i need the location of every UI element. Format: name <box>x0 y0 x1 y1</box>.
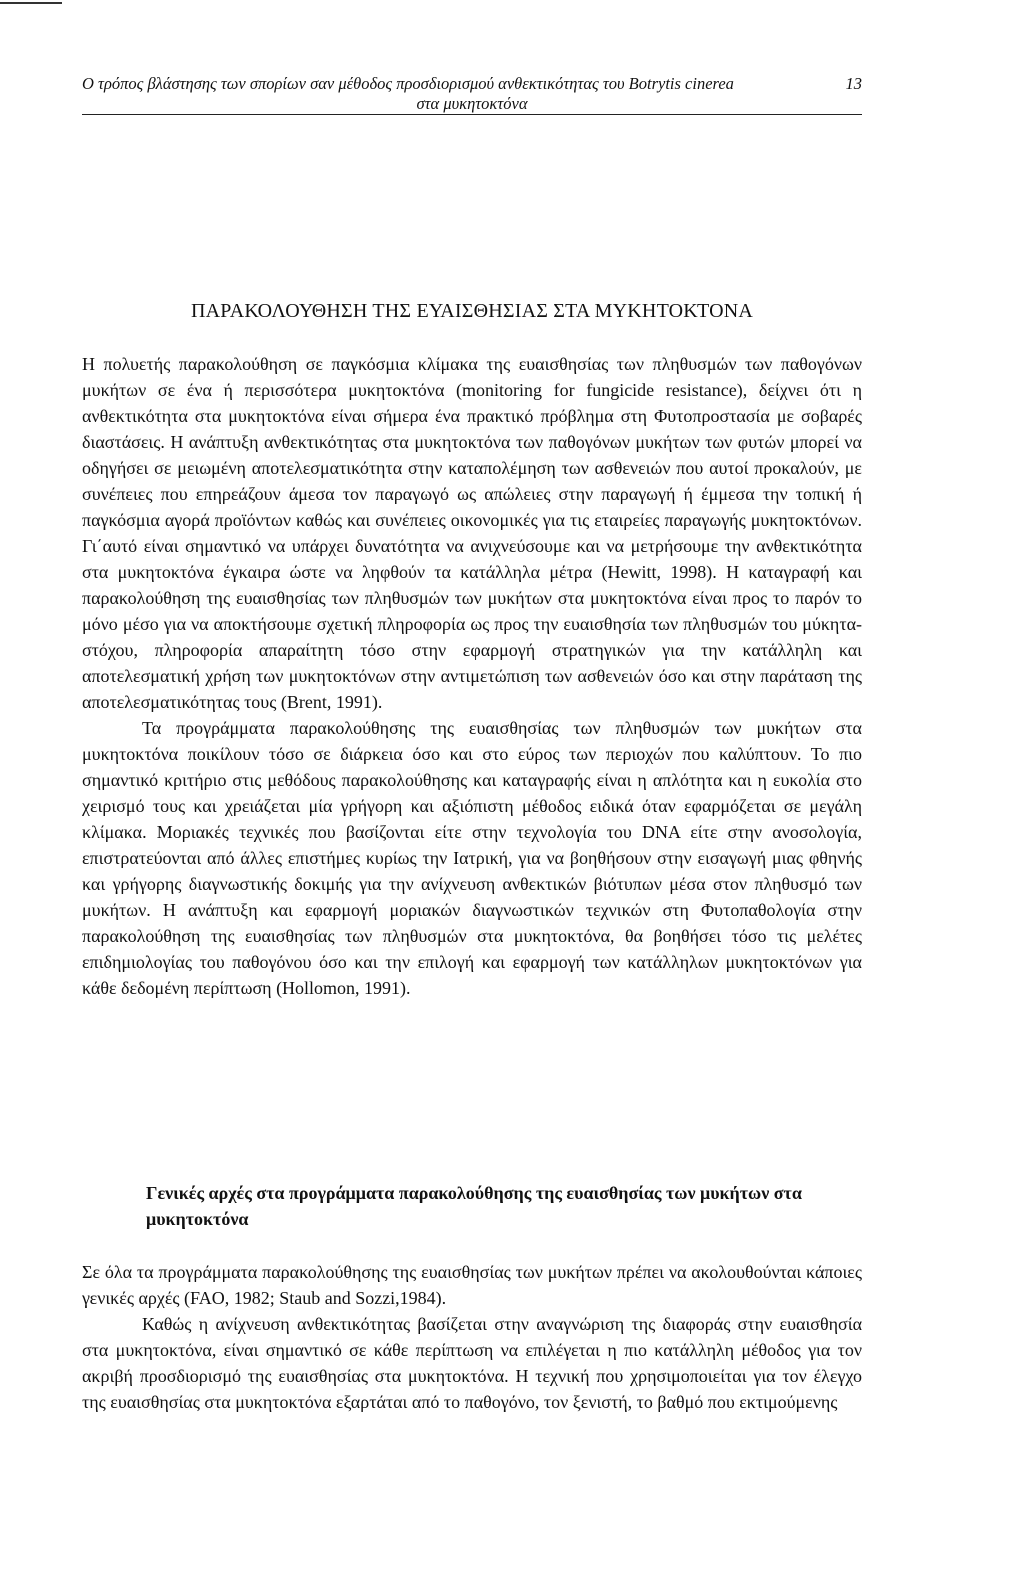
paragraph: Καθώς η ανίχνευση ανθεκτικότητας βασίζεται στην αναγνώριση της διαφοράς στην ευαισθησία στα μυκητοκτόνα, είναι σημαντικό σε κάθε περίπτωση να επιλέγεται η πιο κατάλληλη μέθοδος για τον ακριβή προσδιορισμό της ευαισθησίας στα μυκητοκτόνα. Η τεχνική που χρησιμοποιείται για τον έλεγχο της ευαισθησίας στα μυκητοκτόνα εξαρτάται από το παθογόνο, τον ξενιστή, το βαθμό που εκτιμούμενης <box>82 1314 862 1412</box>
header-rule <box>82 114 862 115</box>
paragraph: Τα προγράμματα παρακολούθησης της ευαισθησίας των πληθυσμών των μυκήτων στα μυκητοκτόνα ποικίλουν τόσο σε διάρκεια όσο και στο εύρος των περιοχών που καλύπτουν. Το πιο σημαντικό κριτήριο στις μεθόδους παρακολούθησης και καταγραφής είναι η απλότητα και η ευκολία στο χειρισμό τους και χρειάζεται μία γρήγορη και αξιόπιστη μέθοδος ειδικά όταν εφαρμόζεται σε μεγάλη κλίμακα. Μοριακές τεχνικές που βασίζονται είτε στην τεχνολογία του DNA είτε στην ανοσολογία, επιστρατεύονται από άλλες επιστήμες κυρίως την Ιατρική, για να βοηθήσουν στην εισαγωγή μιας φθηνής και γρήγορης διαγνωστικής δοκιμής για την ανίχνευση ανθεκτικών βιότυπων μέσα στον πληθυσμό των μυκήτων. Η ανάπτυξη και εφαρμογή μοριακών διαγνωστικών τεχνικών στη Φυτοπαθολογία στην παρακολούθηση της ευαισθησίας των πληθυσμών στα μυκητοκτόνα, θα βοηθήσει τόσο τις μελέτες επιδημιολογίας του παθογόνου όσο και την επιλογή και εφαρμογή των κατάλληλων μυκητοκτόνων για κάθε δεδομένη περίπτωση (Hollomon, 1991). <box>82 718 862 998</box>
section-title: ΠΑΡΑΚΟΛΟΥΘΗΣΗ ΤΗΣ ΕΥΑΙΣΘΗΣΙΑΣ ΣΤΑ ΜΥΚΗΤΟΚΤΟΝΑ <box>190 300 754 322</box>
paragraph: Σε όλα τα προγράμματα παρακολούθησης της ευαισθησίας των μυκήτων πρέπει να ακολουθούνται κάποιες γενικές αρχές (FAO, 1982; Staub and Sozzi,1984). <box>82 1262 862 1308</box>
top-edge-line <box>0 2 62 4</box>
running-header-title-continued: στα μυκητοκτόνα <box>416 94 528 113</box>
running-header-row <box>82 74 862 94</box>
paragraph: Η πολυετής παρακολούθηση σε παγκόσμια κλίμακα της ευαισθησίας των πληθυσμών των παθογόνων μυκήτων σε ένα ή περισσότερα μυκητοκτόνα (monitoring for fungicide resistance), δείχνει ότι η ανθεκτικότητα στα μυκητοκτόνα είναι σήμερα ένα πρακτικό πρόβλημα στη Φυτοπροστασία με σοβαρές διαστάσεις. Η ανάπτυξη ανθεκτικότητας στα μυκητοκτόνα των παθογόνων μυκήτων των φυτών μπορεί να οδηγήσει σε μειωμένη αποτελεσματικότητα στην καταπολέμηση των ασθενειών που αυτοί προκαλούν, με συνέπειες που επηρεάζουν άμεσα τον παραγωγό ως απώλειες στην παραγωγή ή έμμεσα την τοπική ή παγκόσμια αγορά προϊόντων καθώς και συνέπειες οικονομικές για τις εταιρείες παραγωγής μυκητοκτόνων. Γι΄αυτό είναι σημαντικό να υπάρχει δυνατότητα να ανιχνεύσουμε και να μετρήσουμε την ανθεκτικότητα στα μυκητοκτόνα έγκαιρα ώστε να ληφθούν τα κατάλληλα μέτρα (Hewitt, 1998). Η καταγραφή και παρακολούθηση της ευαισθησίας των πληθυσμών των μυκήτων στα μυκητοκτόνα είναι προς το παρόν το μόνο μέσο για να αποκτήσουμε σχετική πληροφορία ως προς την ευαισθησία των πληθυσμών του μύκητα-στόχου, πληροφορία απαραίτητη τόσο στην εφαρμογή στρατηγικών για την κατάλληλη και αποτελεσματική χρήση των μυκητοκτόνων στην αντιμετώπιση των ασθενειών όσο και στην παράταση της αποτελεσματικότητας τους (Brent, 1991). <box>82 354 862 712</box>
page-number: 13 <box>845 74 862 93</box>
subsection-title: Γενικές αρχές στα προγράμματα παρακολούθησης της ευαισθησίας των μυκήτων στα μυκητοκτόνα <box>146 1183 802 1229</box>
running-header <box>82 74 862 114</box>
running-header-title: Ο τρόπος βλάστησης των σπορίων σαν μέθοδος προσδιορισμού ανθεκτικότητας του Botrytis cinerea <box>82 74 734 93</box>
section-body <box>82 351 862 1001</box>
subsection-body <box>82 1259 862 1415</box>
